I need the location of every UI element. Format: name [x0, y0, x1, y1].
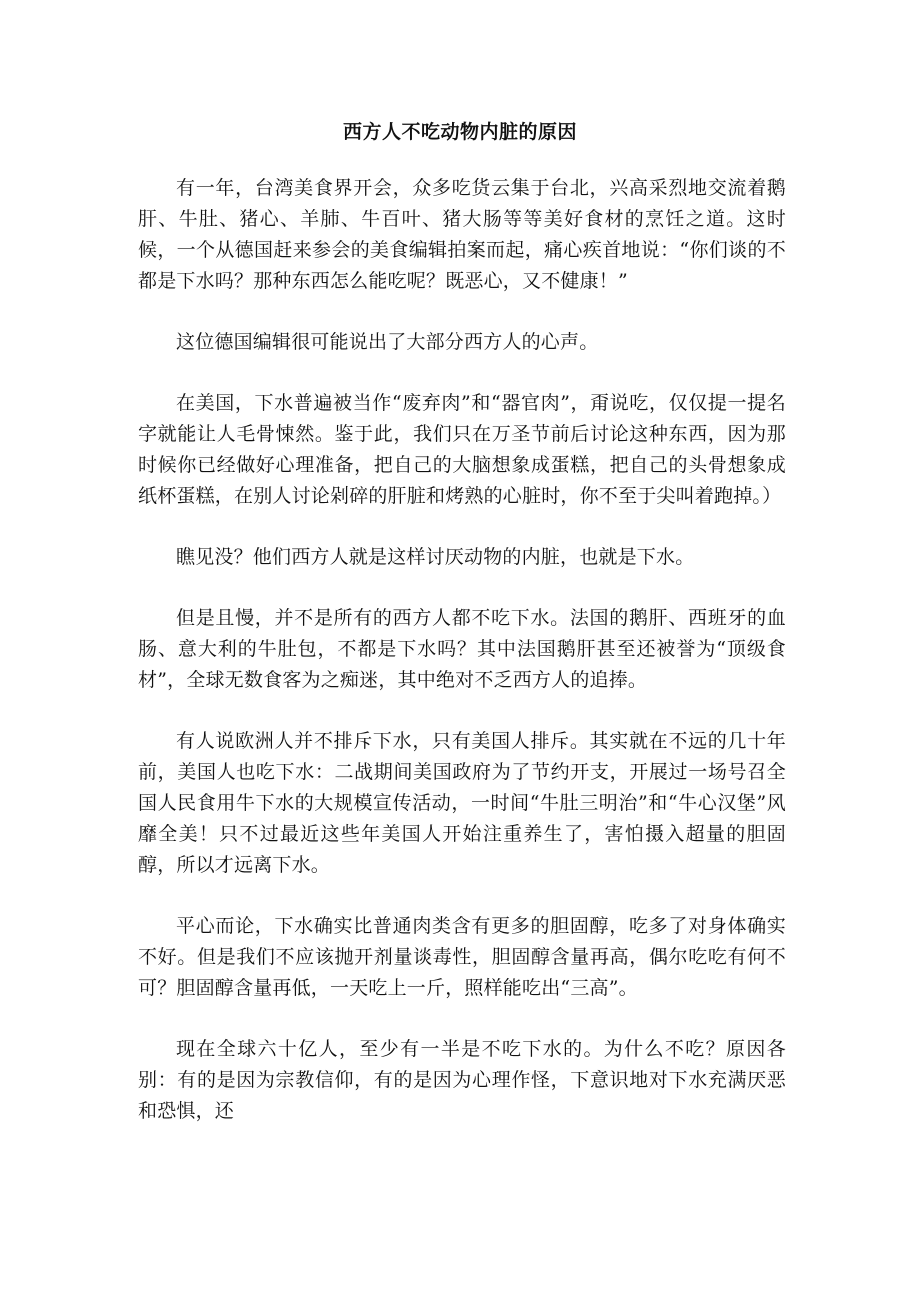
paragraph-5: 但是且慢，并不是所有的西方人都不吃下水。法国的鹅肝、西班牙的血肠、意大利的牛肚包，不都是下水吗？其中法国鹅肝甚至还被誉为“顶级食材”，全球无数食客为之痴迷，其中绝对不乏西方人的追捧。	[138, 607, 786, 691]
paragraph-1: 有一年，台湾美食界开会，众多吃货云集于台北，兴高采烈地交流着鹅肝、牛肚、猪心、羊肺、牛百叶、猪大肠等等美好食材的烹饪之道。这时候，一个从德国赶来参会的美食编辑拍案而起，痛心疾首地说：“你们谈的不都是下水吗？那种东西怎么能吃呢？既恶心，又不健康！”	[138, 177, 786, 292]
paragraph-3: 在美国，下水普遍被当作“废弃肉”和“器官肉”，甭说吃，仅仅提一提名字就能让人毛骨悚然。鉴于此，我们只在万圣节前后讨论这种东西，因为那时候你已经做好心理准备，把自己的大脑想象成蛋糕，把自己的头骨想象成纸杯蛋糕，在别人讨论剁碎的肝脏和烤熟的心脏时，你不至于尖叫着跑掉。）	[138, 392, 786, 507]
paragraph-4: 瞧见没？他们西方人就是这样讨厌动物的内脏，也就是下水。	[176, 546, 695, 568]
document-body	[138, 173, 786, 1157]
document-title: 西方人不吃动物内脏的原因	[342, 121, 577, 143]
paragraph-2: 这位德国编辑很可能说出了大部分西方人的心声。	[176, 331, 599, 353]
paragraph-6: 有人说欧洲人并不排斥下水，只有美国人排斥。其实就在不远的几十年前，美国人也吃下水：二战期间美国政府为了节约开支，开展过一场号召全国人民食用牛下水的大规模宣传活动，一时间“牛肚三明治”和“牛心汉堡”风靡全美！只不过最近这些年美国人开始注重养生了，害怕摄入超量的胆固醇，所以才远离下水。	[138, 730, 786, 876]
paragraph-8: 现在全球六十亿人，至少有一半是不吃下水的。为什么不吃？原因各别：有的是因为宗教信仰，有的是因为心理作怪，下意识地对下水充满厌恶和恐惧，还	[138, 1038, 786, 1122]
paragraph-7: 平心而论，下水确实比普通肉类含有更多的胆固醇，吃多了对身体确实不好。但是我们不应该抛开剂量谈毒性，胆固醇含量再高，偶尔吃吃有何不可？胆固醇含量再低，一天吃上一斤，照样能吃出“三高”。	[138, 915, 786, 999]
